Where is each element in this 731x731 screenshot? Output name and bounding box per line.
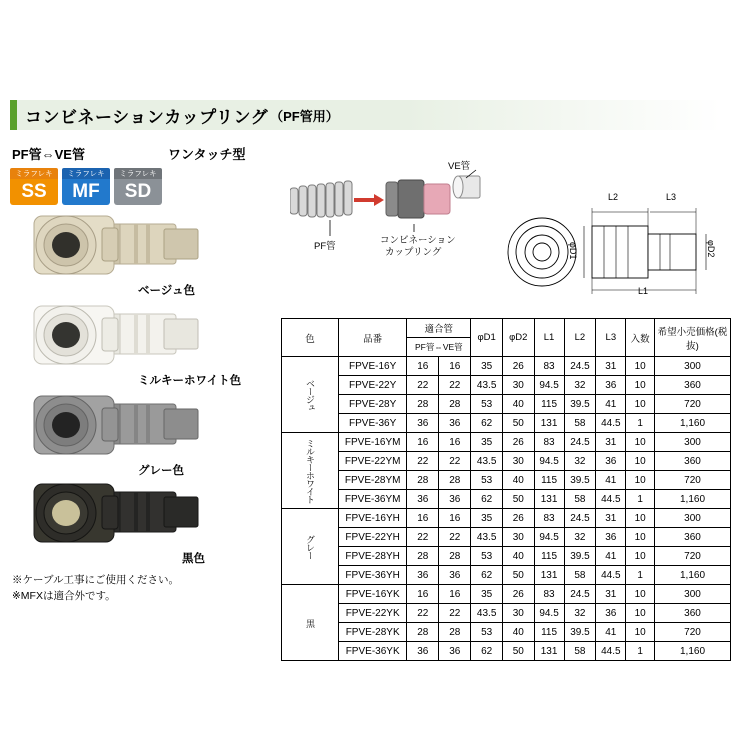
cell-l1: 94.5 [534, 452, 564, 471]
assembly-diagram [290, 140, 470, 310]
th-ve-label: VE管 [442, 342, 463, 352]
cell-qty: 10 [626, 547, 655, 566]
badge-sd [114, 168, 162, 205]
cell-ve: 28 [439, 395, 471, 414]
dim-label-l1: L1 [638, 286, 649, 296]
group-color-beige: ベージュ [282, 357, 339, 433]
group-color-white: ミルキーホワイト [282, 433, 339, 509]
cell-ve: 22 [439, 604, 471, 623]
cell-ve: 16 [439, 509, 471, 528]
cell-l1: 115 [534, 395, 564, 414]
note-2: ※MFXは適合外です。 [12, 590, 116, 602]
cell-price: 360 [655, 604, 731, 623]
group-color-grey: グレー [282, 509, 339, 585]
cell-d2: 50 [503, 414, 535, 433]
cell-d2: 40 [503, 623, 535, 642]
cell-qty: 10 [626, 433, 655, 452]
cell-l1: 131 [534, 566, 564, 585]
table-row [282, 566, 731, 585]
cell-ve: 16 [439, 357, 471, 376]
cell-ve: 36 [439, 490, 471, 509]
product-badges [10, 168, 162, 205]
th-l1: L1 [534, 319, 564, 357]
cell-d1: 62 [471, 490, 503, 509]
cell-l1: 131 [534, 490, 564, 509]
product-photo-beige [14, 210, 264, 297]
cell-part: FPVE-16Y [339, 357, 407, 376]
cell-l3: 44.5 [596, 566, 626, 585]
cell-qty: 10 [626, 604, 655, 623]
group-color-black: 黒 [282, 585, 339, 661]
table-row [282, 376, 731, 395]
cell-pf: 28 [407, 623, 439, 642]
spec-table [281, 318, 731, 661]
table-row [282, 604, 731, 623]
cell-pf: 16 [407, 585, 439, 604]
cell-pf: 28 [407, 547, 439, 566]
cell-ve: 22 [439, 528, 471, 547]
cell-price: 360 [655, 452, 731, 471]
th-part: 品番 [339, 319, 407, 357]
cell-l2: 24.5 [564, 357, 596, 376]
cell-l3: 31 [596, 433, 626, 452]
cell-d1: 62 [471, 642, 503, 661]
badge-ss-caption: ミラフレキ [10, 168, 58, 179]
cell-l3: 31 [596, 357, 626, 376]
cell-d2: 40 [503, 547, 535, 566]
cell-l2: 39.5 [564, 547, 596, 566]
cell-l2: 58 [564, 642, 596, 661]
badge-mf-name: MF [62, 179, 110, 205]
cell-l2: 32 [564, 528, 596, 547]
cell-ve: 36 [439, 414, 471, 433]
cell-l1: 115 [534, 471, 564, 490]
cell-d1: 53 [471, 395, 503, 414]
cell-pf: 28 [407, 471, 439, 490]
cell-d1: 53 [471, 471, 503, 490]
cell-l2: 32 [564, 604, 596, 623]
cell-l2: 32 [564, 452, 596, 471]
cell-l2: 32 [564, 376, 596, 395]
cell-part: FPVE-28Y [339, 395, 407, 414]
cell-price: 720 [655, 471, 731, 490]
cell-l2: 24.5 [564, 509, 596, 528]
cell-ve: 22 [439, 376, 471, 395]
cell-pf: 22 [407, 452, 439, 471]
cell-price: 300 [655, 433, 731, 452]
badge-mf-caption: ミラフレキ [62, 168, 110, 179]
cell-d1: 43.5 [471, 376, 503, 395]
badge-sd-name: SD [114, 179, 162, 205]
cell-d1: 62 [471, 414, 503, 433]
dimension-illustration [500, 190, 720, 300]
cell-part: FPVE-22Y [339, 376, 407, 395]
cell-l2: 24.5 [564, 585, 596, 604]
cell-d2: 30 [503, 528, 535, 547]
cell-l2: 39.5 [564, 471, 596, 490]
cell-l3: 36 [596, 452, 626, 471]
cell-d2: 26 [503, 433, 535, 452]
cell-l3: 41 [596, 623, 626, 642]
badge-mf [62, 168, 110, 205]
cell-l3: 41 [596, 395, 626, 414]
table-row [282, 642, 731, 661]
cell-pf: 16 [407, 357, 439, 376]
cell-l1: 115 [534, 547, 564, 566]
cell-price: 300 [655, 585, 731, 604]
badge-ss [10, 168, 58, 205]
cell-ve: 28 [439, 623, 471, 642]
cell-price: 720 [655, 623, 731, 642]
th-pf-ve [407, 338, 471, 357]
cell-l1: 94.5 [534, 604, 564, 623]
dim-label-l2: L2 [608, 192, 619, 202]
cell-qty: 10 [626, 528, 655, 547]
th-arrow: ⇔ [434, 342, 443, 352]
cell-d1: 35 [471, 357, 503, 376]
cell-l3: 44.5 [596, 414, 626, 433]
table-row [282, 357, 731, 376]
cell-pf: 36 [407, 414, 439, 433]
cell-ve: 28 [439, 547, 471, 566]
page-header [10, 100, 721, 130]
cell-qty: 10 [626, 452, 655, 471]
cell-d1: 35 [471, 585, 503, 604]
cell-qty: 1 [626, 490, 655, 509]
table-row [282, 528, 731, 547]
cell-ve: 22 [439, 452, 471, 471]
th-d1: φD1 [471, 319, 503, 357]
cell-l3: 36 [596, 604, 626, 623]
cell-d2: 50 [503, 566, 535, 585]
cell-part: FPVE-16YK [339, 585, 407, 604]
cell-pf: 16 [407, 509, 439, 528]
cell-l3: 36 [596, 528, 626, 547]
coupler-illustration-white [14, 300, 214, 372]
cell-ve: 16 [439, 433, 471, 452]
cell-l1: 115 [534, 623, 564, 642]
cell-l2: 39.5 [564, 623, 596, 642]
photo-caption-black: 黒色 [182, 553, 205, 565]
cell-pf: 22 [407, 604, 439, 623]
cell-pf: 16 [407, 433, 439, 452]
cell-d1: 53 [471, 547, 503, 566]
cell-l1: 94.5 [534, 376, 564, 395]
cell-part: FPVE-28YM [339, 471, 407, 490]
cell-qty: 10 [626, 395, 655, 414]
cell-part: FPVE-22YK [339, 604, 407, 623]
cell-part: FPVE-36Y [339, 414, 407, 433]
connection-type-label: ワンタッチ型 [168, 147, 246, 162]
cell-l3: 31 [596, 509, 626, 528]
photo-caption-white: ミルキーホワイト色 [138, 375, 242, 387]
cell-d2: 26 [503, 357, 535, 376]
cell-price: 1,160 [655, 642, 731, 661]
cell-d1: 43.5 [471, 528, 503, 547]
cell-price: 1,160 [655, 566, 731, 585]
th-fit-group: 適合管 [407, 319, 471, 338]
dim-label-d2: φD2 [706, 240, 716, 258]
cell-price: 300 [655, 509, 731, 528]
cell-d1: 35 [471, 509, 503, 528]
cell-l1: 94.5 [534, 528, 564, 547]
badge-sd-caption: ミラフレキ [114, 168, 162, 179]
cell-d2: 30 [503, 452, 535, 471]
product-photo-black [14, 478, 264, 565]
table-row [282, 509, 731, 528]
cell-price: 360 [655, 528, 731, 547]
coupler-illustration-grey [14, 390, 214, 462]
label-coupling-line1: コンビネーション [380, 235, 456, 246]
cell-d2: 40 [503, 471, 535, 490]
table-row [282, 623, 731, 642]
cell-qty: 1 [626, 566, 655, 585]
cell-part: FPVE-36YK [339, 642, 407, 661]
table-row [282, 433, 731, 452]
th-l2: L2 [564, 319, 596, 357]
dim-label-l3: L3 [666, 192, 677, 202]
cell-part: FPVE-22YH [339, 528, 407, 547]
cell-l3: 44.5 [596, 490, 626, 509]
cell-price: 1,160 [655, 490, 731, 509]
cell-l2: 58 [564, 566, 596, 585]
th-price: 希望小売価格(税抜) [655, 319, 731, 357]
cell-l2: 58 [564, 414, 596, 433]
cell-l3: 31 [596, 585, 626, 604]
label-coupling-line2: カップリング [385, 247, 442, 258]
cell-l3: 41 [596, 547, 626, 566]
cell-qty: 10 [626, 376, 655, 395]
coupler-illustration-black [14, 478, 214, 550]
cell-pf: 36 [407, 566, 439, 585]
photo-caption-beige: ベージュ色 [138, 285, 196, 297]
th-pf-label: PF管 [414, 342, 435, 352]
table-row [282, 471, 731, 490]
table-header-row [282, 319, 731, 338]
cell-ve: 36 [439, 566, 471, 585]
cell-l1: 83 [534, 357, 564, 376]
cell-d1: 35 [471, 433, 503, 452]
cell-l3: 36 [596, 376, 626, 395]
cell-part: FPVE-28YH [339, 547, 407, 566]
cell-l3: 44.5 [596, 642, 626, 661]
table-row [282, 452, 731, 471]
table-row [282, 395, 731, 414]
cell-l2: 39.5 [564, 395, 596, 414]
cell-d1: 43.5 [471, 452, 503, 471]
cell-d2: 50 [503, 490, 535, 509]
cell-l2: 24.5 [564, 433, 596, 452]
badge-ss-name: SS [10, 179, 58, 205]
th-l3: L3 [596, 319, 626, 357]
cell-d2: 50 [503, 642, 535, 661]
cell-ve: 28 [439, 471, 471, 490]
cell-price: 300 [655, 357, 731, 376]
cell-l2: 58 [564, 490, 596, 509]
note-1: ※ケーブル工事にご使用ください。 [12, 574, 180, 586]
cell-d2: 30 [503, 604, 535, 623]
cell-d2: 30 [503, 376, 535, 395]
photo-caption-grey: グレー色 [138, 465, 184, 477]
cell-qty: 10 [626, 585, 655, 604]
cell-qty: 1 [626, 414, 655, 433]
cell-ve: 36 [439, 642, 471, 661]
pipe-type-label: PF管⇔VE管 [12, 147, 85, 162]
label-pf-pipe: PF管 [314, 241, 336, 252]
coupler-illustration-beige [14, 210, 214, 282]
cell-d2: 40 [503, 395, 535, 414]
cell-l1: 83 [534, 509, 564, 528]
cell-part: FPVE-16YH [339, 509, 407, 528]
cell-pf: 36 [407, 490, 439, 509]
cell-d2: 26 [503, 509, 535, 528]
cell-price: 360 [655, 376, 731, 395]
table-row [282, 585, 731, 604]
cell-l1: 131 [534, 414, 564, 433]
cell-l1: 83 [534, 585, 564, 604]
cell-qty: 10 [626, 623, 655, 642]
cell-d1: 62 [471, 566, 503, 585]
product-photo-white [14, 300, 264, 387]
th-color: 色 [282, 319, 339, 357]
cell-pf: 22 [407, 376, 439, 395]
label-ve-pipe: VE管 [448, 161, 471, 172]
cell-qty: 10 [626, 357, 655, 376]
page-title: コンビネーションカップリング [25, 107, 269, 127]
cell-pf: 28 [407, 395, 439, 414]
cell-ve: 16 [439, 585, 471, 604]
cell-part: FPVE-36YH [339, 566, 407, 585]
cell-part: FPVE-28YK [339, 623, 407, 642]
cell-l1: 131 [534, 642, 564, 661]
cell-l1: 83 [534, 433, 564, 452]
cell-d2: 26 [503, 585, 535, 604]
th-d2: φD2 [503, 319, 535, 357]
cell-d1: 53 [471, 623, 503, 642]
cell-price: 720 [655, 395, 731, 414]
cell-qty: 1 [626, 642, 655, 661]
cell-pf: 36 [407, 642, 439, 661]
page-subtitle: （PF管用） [270, 108, 339, 124]
dim-label-d1: φD1 [568, 242, 578, 260]
table-row [282, 414, 731, 433]
cell-pf: 22 [407, 528, 439, 547]
cell-price: 1,160 [655, 414, 731, 433]
th-qty: 入数 [626, 319, 655, 357]
product-photo-grey [14, 390, 264, 477]
cell-l3: 41 [596, 471, 626, 490]
cell-price: 720 [655, 547, 731, 566]
cell-d1: 43.5 [471, 604, 503, 623]
dimension-diagram [500, 190, 720, 305]
table-row [282, 490, 731, 509]
cell-part: FPVE-36YM [339, 490, 407, 509]
cell-qty: 10 [626, 471, 655, 490]
table-row [282, 547, 731, 566]
cell-part: FPVE-16YM [339, 433, 407, 452]
cell-qty: 10 [626, 509, 655, 528]
cell-part: FPVE-22YM [339, 452, 407, 471]
